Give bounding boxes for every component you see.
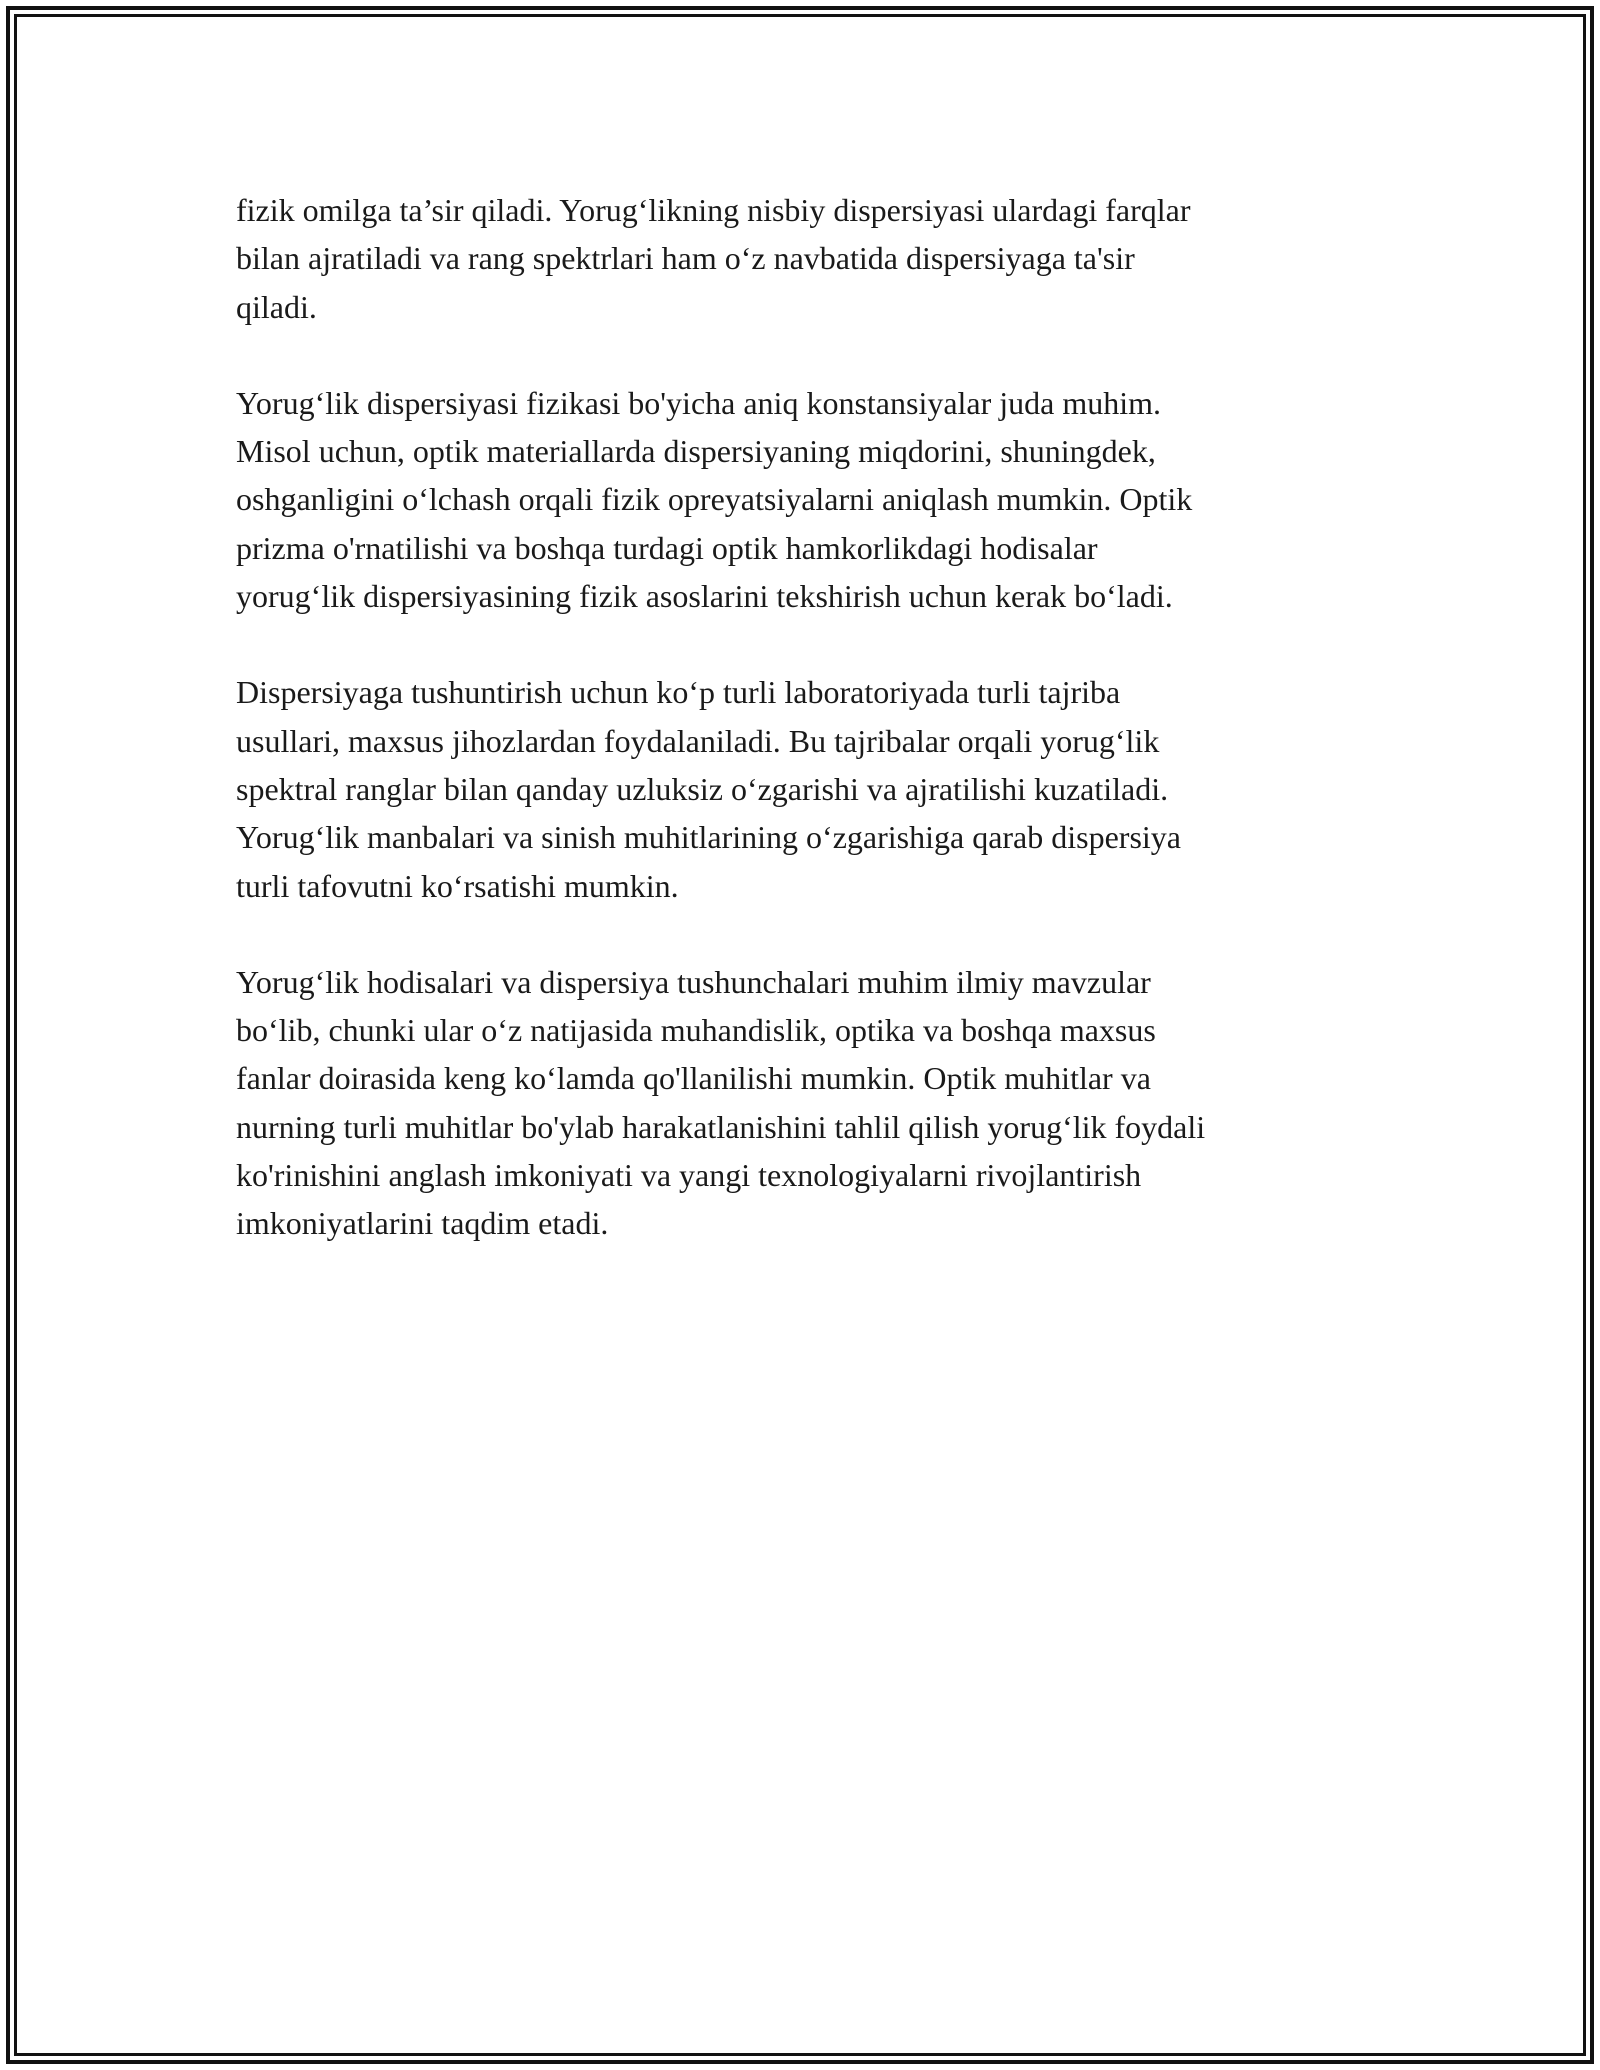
paragraph-3: Dispersiyaga tushuntirish uchun ko‘p turli laboratoriyada turli tajriba usullari, maxsus jihozlardan foydalaniladi. Bu tajribalar orqali yorug‘lik spektral ranglar bilan qanday uzluksiz o‘zgarishi va ajratilishi kuzatiladi. Yorug‘lik manbalari va sinish muhitlarining o‘zgarishiga qarab dispersiya turli tafovutni ko‘rsatishi mumkin. [236,674,1181,904]
paragraph-1: fizik omilga ta’sir qiladi. Yorug‘likning nisbiy dispersiyasi ulardagi farqlar bilan ajratiladi va rang spektrlari ham o‘z navbatida dispersiyaga ta'sir qiladi. [236,192,1191,325]
paragraph-4: Yorug‘lik hodisalari va dispersiya tushunchalari muhim ilmiy mavzular bo‘lib, chunki ular o‘z natijasida muhandislik, optika va boshqa maxsus fanlar doirasida keng ko‘lamda qo'llanilishi mumkin. Optik muhitlar va nurning turli muhitlar bo'ylab harakatlanishini tahlil qilish yorug‘lik foydali ko'rinishini anglash imkoniyati va yangi texnologiyalarni rivojlantirish imkoniyatlarini taqdim etadi. [236,963,1206,1242]
paragraph-2: Yorug‘lik dispersiyasi fizikasi bo'yicha aniq konstansiyalar juda muhim. Misol uchun, optik materiallarda dispersiyaning miqdorini, shuningdek, oshganligini o‘lchash orqali fizik opreyatsiyalarni aniqlash mumkin. Optik prizma o'rnatilishi va boshqa turdagi optik hamkorlikdagi hodisalar yorug‘lik dispersiyasining fizik asoslarini tekshirish uchun kerak bo‘ladi. [236,384,1193,615]
document-body [236,186,1356,1296]
